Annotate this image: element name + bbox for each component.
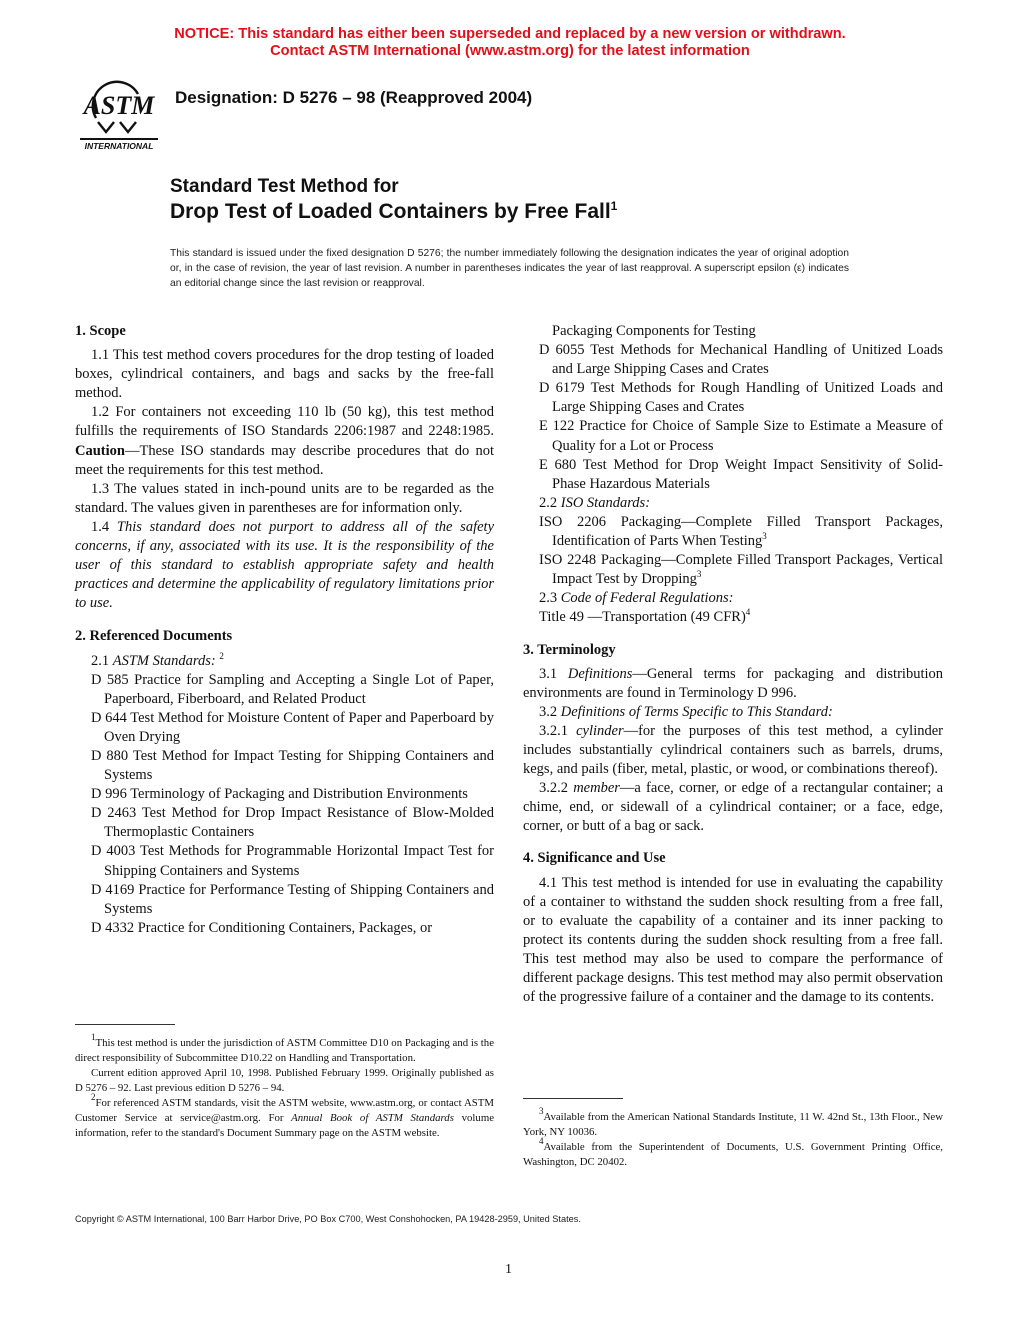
footnote-4 <box>523 1136 943 1170</box>
paragraph-4-1: 4.1 This test method is intended for use in evaluating the capability of a container to withstand the sudden shock resulting from a free fall, or to evaluate the capability of a container and its inner packing to protect its contents during the sudden shock resulting from a free fall. This test method may also be used to compare the performance of different package designs. This test method may also permit observation of the progressive failure of a container and the damage to its contents. <box>523 874 943 1006</box>
footnote-mark-3b: 3 <box>696 569 702 580</box>
paragraph-3-1 <box>523 665 943 703</box>
paragraph-1-2-text: 1.2 For containers not exceeding 110 lb (50 kg), this test method fulfills the requirements of ISO Standards 2206:1987 and 2248:1985. <box>75 404 494 440</box>
section-heading-scope: 1. Scope <box>75 323 126 339</box>
footnote-3-text: Available from the American National Standards Institute, 11 W. 42nd St., 13th Floor., New York, NY 10036. <box>523 1111 943 1138</box>
definitions-term: Definitions <box>567 665 633 682</box>
reference-item: D 880 Test Method for Impact Testing for Shipping Containers and Systems <box>91 747 494 784</box>
paragraph-1-4 <box>75 518 494 613</box>
reference-item: D 4003 Test Methods for Programmable Horizontal Impact Test for Shipping Containers and Systems <box>91 843 494 879</box>
title-line-2 <box>170 199 617 224</box>
footnote-2-annual-book: Annual Book of ASTM Standards <box>291 1112 454 1124</box>
paragraph-3-2-title: Definitions of Terms Specific to This Standard: <box>560 703 833 720</box>
footnote-2 <box>75 1092 495 1141</box>
footnote-3-mark: 3 <box>539 1106 544 1116</box>
paragraph-1-2-caution: —These ISO standards may describe procedures that do not meet the requirements for this test method. <box>75 442 494 478</box>
footnote-2-mark: 2 <box>91 1092 96 1102</box>
subsection-2-3-title: Code of Federal Regulations: <box>560 590 734 607</box>
reference-item: E 122 Practice for Choice of Sample Size to Estimate a Measure of Quality for a Lot or Process <box>539 418 943 454</box>
footnote-2-text-end: volume information, refer to the standard's Document Summary page on the ASTM website. <box>75 1112 495 1139</box>
footnote-rule <box>523 1098 623 1099</box>
paragraph-3-1-number: 3.1 <box>539 665 558 682</box>
subsection-2-2-number: 2.2 <box>539 494 558 511</box>
paragraph-3-1-text: —General terms for packaging and distribution environments are found in Terminology D 996. <box>523 665 944 701</box>
subsection-2-1-title: ASTM Standards: <box>112 652 216 669</box>
cylinder-term: cylinder <box>576 722 624 739</box>
astm-reference-list <box>75 671 494 938</box>
reference-item: D 6179 Test Methods for Rough Handling of Unitized Loads and Large Shipping Cases and Crates <box>539 380 943 416</box>
reference-item: D 4332 Practice for Conditioning Containers, Packages, or <box>91 919 433 936</box>
paragraph-3-2-number: 3.2 <box>539 703 558 720</box>
member-term: member <box>573 780 620 797</box>
designation: Designation: D 5276 – 98 (Reapproved 2004) <box>175 88 533 107</box>
cfr-item <box>523 608 943 627</box>
iso-2248-text: ISO 2248 Packaging—Complete Filled Transport Packages, Vertical Impact Test by Dropping <box>539 552 943 588</box>
subsection-2-2-title: ISO Standards: <box>560 494 651 511</box>
paragraph-3-2-1-number: 3.2.1 <box>539 722 568 739</box>
section-heading-referenced-documents: 2. Referenced Documents <box>75 628 233 645</box>
astm-logo-icon <box>76 72 162 152</box>
reference-item: D 644 Test Method for Moisture Content of Paper and Paperboard by Oven Drying <box>91 709 494 745</box>
right-column <box>523 322 943 1007</box>
footnote-4-mark: 4 <box>539 1136 544 1146</box>
iso-item <box>523 513 943 551</box>
issued-note: This standard is issued under the fixed designation D 5276; the number immediately following the designation indicates the year of original adoption or, in the case of revision, the year of last revision. A number in parentheses indicates the year of last reapproval. A superscript epsilon (ε) indicates an editorial change since the last revision or reapproval. <box>170 248 849 289</box>
footnote-1-mark: 1 <box>91 1032 96 1042</box>
title-text: Drop Test of Loaded Containers by Free Fall <box>170 200 611 223</box>
paragraph-1-2 <box>75 403 494 479</box>
paragraph-1-4-number: 1.4 <box>91 518 110 535</box>
footnote-rule <box>75 1024 175 1025</box>
logo-sub: INTERNATIONAL <box>84 141 154 151</box>
title-line-1: Standard Test Method for <box>170 176 399 197</box>
cfr-text: Title 49 —Transportation (49 CFR) <box>539 609 746 626</box>
title-footnote-mark: 1 <box>610 199 618 213</box>
iso-item <box>523 551 943 589</box>
copyright-line: Copyright © ASTM International, 100 Barr Harbor Drive, PO Box C700, West Conshohocken, PA 19428-2959, United States. <box>75 1214 581 1224</box>
notice-line-1: NOTICE: This standard has either been superseded and replaced by a new version or withdrawn. <box>174 26 846 42</box>
paragraph-1-1: 1.1 This test method covers procedures for the drop testing of loaded boxes, cylindrical containers, and bags and sacks by the free-fall method. <box>75 347 494 402</box>
section-heading-terminology: 3. Terminology <box>523 641 616 658</box>
footnote-3 <box>523 1106 943 1140</box>
paragraph-3-2-2-number: 3.2.2 <box>539 780 568 797</box>
paragraph-3-2-1-text: —for the purposes of this test method, a cylinder includes substantially cylindrical containers such as barrels, drums, kegs, and pails (fiber, metal, plastic, or wood, or combinations thereof). <box>523 722 944 778</box>
subsection-2-1-number: 2.1 <box>91 652 110 669</box>
paragraph-3-2-2-text: —a face, corner, or edge of a rectangular container; a chime, end, or sidewall of a cylindrical container; or a face, edge, corner, or butt of a bag or sack. <box>523 780 944 835</box>
paragraph-3-2 <box>523 703 943 722</box>
subsection-cfr <box>523 589 943 608</box>
subsection-iso-standards <box>523 494 943 513</box>
reference-item: D 4169 Practice for Performance Testing of Shipping Containers and Systems <box>91 881 494 917</box>
footnote-mark-4: 4 <box>745 607 751 618</box>
reference-item-continued: Packaging Components for Testing <box>552 323 756 339</box>
caution-label: Caution <box>75 442 125 459</box>
paragraph-3-2-2 <box>523 779 943 836</box>
paragraph-3-2-1 <box>523 722 943 779</box>
reference-item: D 2463 Test Method for Drop Impact Resistance of Blow-Molded Thermoplastic Containers <box>91 805 494 841</box>
right-footnotes <box>523 1098 943 1170</box>
reference-item: D 996 Terminology of Packaging and Distribution Environments <box>91 786 468 803</box>
footnote-2-text: For referenced ASTM standards, visit the ASTM website, www.astm.org, or contact ASTM Customer Service at service@astm.org. For <box>75 1097 494 1124</box>
paragraph-1-3: 1.3 The values stated in inch-pound units are to be regarded as the standard. The values given in parentheses are for information only. <box>75 480 494 516</box>
left-footnotes <box>75 1024 494 1141</box>
reference-item: D 585 Practice for Sampling and Accepting a Single Lot of Paper, Paperboard, Fiberboard, and Related Product <box>91 671 494 707</box>
section-heading-significance: 4. Significance and Use <box>523 850 666 867</box>
paragraph-1-4-text: This standard does not purport to address all of the safety concerns, if any, associated with its use. It is the responsibility of the user of this standard to establish appropriate safety and health practices and determine the applicability of regulatory limitations prior to use. <box>75 518 495 612</box>
footnote-mark-3: 3 <box>762 531 767 542</box>
page-number: 1 <box>505 1262 512 1277</box>
notice-line-2: Contact ASTM International (www.astm.org) for the latest information <box>270 43 750 59</box>
footnote-1-text: This test method is under the jurisdiction of ASTM Committee D10 on Packaging and is the direct responsibility of Subcommittee D10.22 on Handling and Transportation. <box>75 1037 494 1064</box>
subsection-2-3-number: 2.3 <box>539 590 558 607</box>
subsection-astm-standards <box>75 652 494 671</box>
footnote-mark-2: 2 <box>219 650 224 661</box>
withdrawal-notice <box>0 26 1020 60</box>
reference-item: D 6055 Test Methods for Mechanical Handling of Unitized Loads and Large Shipping Cases and Crates <box>539 342 943 378</box>
footnote-4-text: Available from the Superintendent of Documents, U.S. Government Printing Office, Washington, DC 20402. <box>523 1141 943 1168</box>
footnote-1 <box>75 1032 494 1066</box>
left-column <box>75 322 494 938</box>
iso-2206-text: ISO 2206 Packaging—Complete Filled Transport Packages, Identification of Parts When Testing <box>539 513 943 550</box>
reference-item: E 680 Test Method for Drop Weight Impact Sensitivity of Solid-Phase Hazardous Materials <box>539 456 943 492</box>
logo-letters: ASTM <box>83 91 155 120</box>
footnote-1-edition: Current edition approved April 10, 1998. Published February 1999. Originally published as D 5276 – 92. Last previous edition D 5276 – 94. <box>75 1067 494 1094</box>
